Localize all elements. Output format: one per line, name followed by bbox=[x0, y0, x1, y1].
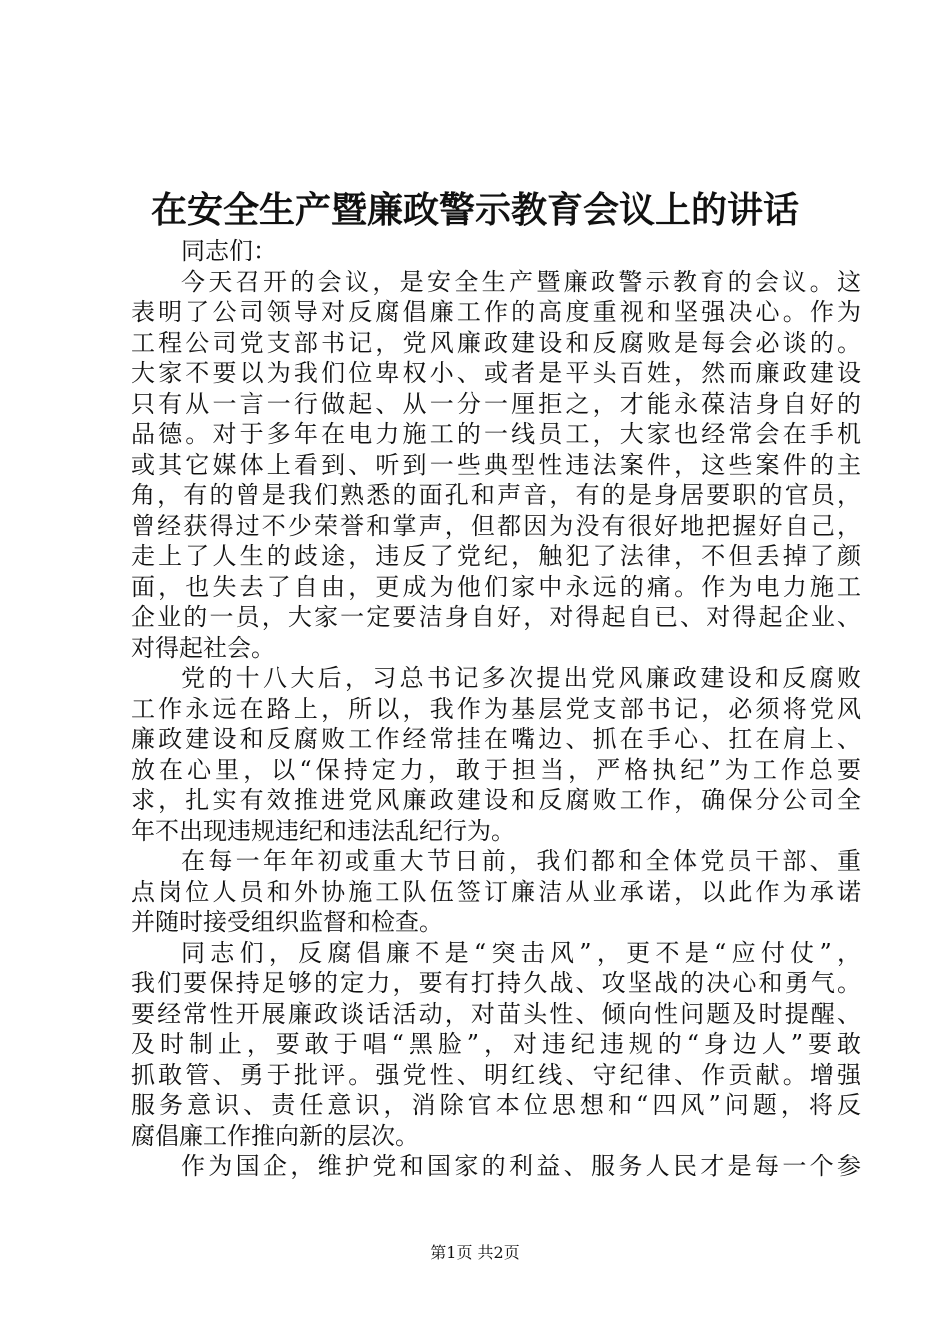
body-line: 大家不要以为我们位卑权小、或者是平头百姓，然而廉政建设 bbox=[131, 359, 861, 387]
body-line: 同志们，反腐倡廉不是“突击风”，更不是“应付仗”， bbox=[181, 938, 861, 967]
body-line: 作为国企，维护党和国家的利益、服务人民才是每一个参 bbox=[181, 1152, 861, 1180]
body-line: 要经常性开展廉政谈话活动，对苗头性、倾向性问题及时提醒、 bbox=[131, 999, 861, 1028]
body-line: 放在心里，以“保持定力，敢于担当，严格执纪”为工作总要 bbox=[131, 755, 861, 784]
body-line: 并随时接受组织监督和检查。 bbox=[131, 908, 443, 936]
body-line: 走上了人生的歧途，违反了党纪，触犯了法律，不但丢掉了颜 bbox=[131, 542, 861, 570]
body-line: 企业的一员，大家一定要洁身自好，对得起自已、对得起企业、 bbox=[131, 603, 861, 631]
body-line: 点岗位人员和外协施工队伍签订廉洁从业承诺，以此作为承诺 bbox=[131, 877, 861, 906]
body-line: 对得起社会。 bbox=[131, 633, 275, 662]
body-line: 表明了公司领导对反腐倡廉工作的高度重视和坚强决心。作为 bbox=[131, 298, 861, 326]
body-line: 工程公司党支部书记，党风廉政建设和反腐败是每会必谈的。 bbox=[131, 328, 861, 357]
page-footer: 第1页 共2页 bbox=[430, 1243, 520, 1262]
body-line: 角，有的曾是我们熟悉的面孔和声音，有的是身居要职的官员， bbox=[131, 481, 861, 509]
body-line: 品德。对于多年在电力施工的一线员工，大家也经常会在手机 bbox=[131, 420, 861, 448]
body-line: 曾经获得过不少荣誉和掌声，但都因为没有很好地把握好自己， bbox=[131, 511, 861, 540]
body-line: 廉政建设和反腐败工作经常挂在嘴边、抓在手心、扛在肩上、 bbox=[131, 725, 861, 753]
body-line: 同志们： bbox=[181, 237, 277, 265]
body-line: 或其它媒体上看到、听到一些典型性违法案件，这些案件的主 bbox=[131, 450, 861, 479]
document-body bbox=[131, 236, 861, 1182]
body-line: 工作永远在路上，所以，我作为基层党支部书记，必须将党风 bbox=[131, 694, 861, 723]
body-line: 只有从一言一行做起、从一分一厘拒之，才能永葆洁身自好的 bbox=[131, 389, 861, 418]
body-line: 面，也失去了自由，更成为他们家中永远的痛。作为电力施工 bbox=[131, 572, 861, 601]
body-line: 腐倡廉工作推向新的层次。 bbox=[131, 1121, 419, 1150]
body-line: 及时制止，要敢于唱“黑脸”，对违纪违规的“身边人”要敢 bbox=[131, 1030, 861, 1058]
body-line: 服务意识、责任意识，消除官本位思想和“四风”问题，将反 bbox=[131, 1091, 861, 1119]
body-line: 今天召开的会议，是安全生产暨廉政警示教育的会议。这 bbox=[181, 267, 861, 296]
body-line: 抓敢管、勇于批评。强党性、明红线、守纪律、作贡献。增强 bbox=[131, 1060, 861, 1089]
body-line: 年不出现违规违纪和违法乱纪行为。 bbox=[131, 816, 515, 845]
body-line: 党的十八大后，习总书记多次提出党风廉政建设和反腐败 bbox=[181, 664, 861, 692]
body-line: 在每一年年初或重大节日前，我们都和全体党员干部、重 bbox=[181, 847, 861, 875]
body-line: 我们要保持足够的定力，要有打持久战、攻坚战的决心和勇气。 bbox=[131, 969, 861, 997]
document-title: 在安全生产暨廉政警示教育会议上的讲话 bbox=[150, 189, 799, 231]
body-line: 求，扎实有效推进党风廉政建设和反腐败工作，确保分公司全 bbox=[131, 786, 861, 814]
